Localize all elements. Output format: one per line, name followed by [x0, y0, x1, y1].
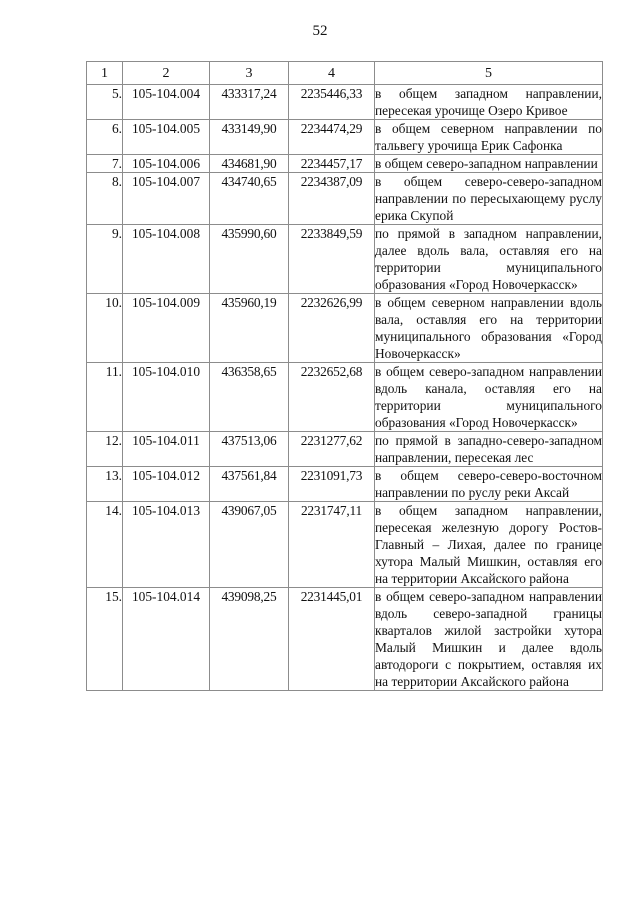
y-coordinate: 2232626,99	[289, 294, 375, 363]
row-number: 10.	[87, 294, 123, 363]
column-header-y: 4	[289, 62, 375, 85]
point-code: 105-104.010	[123, 363, 210, 432]
y-coordinate: 2233849,59	[289, 225, 375, 294]
boundary-description: в общем западном направлении, пересекая железную дорогу Ростов-Главный – Лихая, далее по границе хутора Малый Мишкин, оставляя его на территории Аксайского района	[375, 503, 602, 586]
boundary-description: в общем северо-западном направлении	[375, 155, 603, 173]
table-row	[87, 502, 603, 588]
y-coordinate: 2231277,62	[289, 432, 375, 467]
point-code: 105-104.013	[123, 502, 210, 588]
row-number: 8.	[87, 173, 123, 225]
column-header-number: 1	[87, 62, 123, 85]
table-row	[87, 155, 603, 173]
table-row	[87, 294, 603, 363]
boundary-description: в общем северо-северо-восточном направлении по руслу реки Аксай	[375, 468, 602, 500]
x-coordinate: 435960,19	[210, 294, 289, 363]
x-coordinate: 439067,05	[210, 502, 289, 588]
boundary-description: в общем северном направлении вдоль вала, оставляя его на территории муниципального образования «Город Новочеркасск»	[375, 295, 602, 361]
point-code: 105-104.014	[123, 588, 210, 691]
row-number: 12.	[87, 432, 123, 467]
x-coordinate: 435990,60	[210, 225, 289, 294]
row-number: 7.	[87, 155, 123, 173]
y-coordinate: 2234474,29	[289, 120, 375, 155]
row-number: 11.	[87, 363, 123, 432]
x-coordinate: 437513,06	[210, 432, 289, 467]
row-number: 15.	[87, 588, 123, 691]
y-coordinate: 2234387,09	[289, 173, 375, 225]
y-coordinate: 2234457,17	[289, 155, 375, 173]
boundary-description: в общем северном направлении по тальвегу урочища Ерик Сафонка	[375, 121, 602, 153]
column-header-x: 3	[210, 62, 289, 85]
boundary-description: в общем северо-северо-западном направлении по пересыхающему руслу ерика Скупой	[375, 174, 602, 223]
page-number: 52	[312, 23, 328, 39]
row-number: 5.	[87, 85, 123, 120]
table-row	[87, 363, 603, 432]
row-number: 13.	[87, 467, 123, 502]
column-header-code: 2	[123, 62, 210, 85]
x-coordinate: 437561,84	[210, 467, 289, 502]
y-coordinate: 2231747,11	[289, 502, 375, 588]
point-code: 105-104.005	[123, 120, 210, 155]
y-coordinate: 2231445,01	[289, 588, 375, 691]
point-code: 105-104.012	[123, 467, 210, 502]
x-coordinate: 433149,90	[210, 120, 289, 155]
y-coordinate: 2231091,73	[289, 467, 375, 502]
x-coordinate: 434681,90	[210, 155, 289, 173]
boundary-description: по прямой в западно-северо-западном направлении, пересекая лес	[375, 433, 602, 465]
table-header-row	[87, 62, 603, 85]
boundary-description: в общем западном направлении, пересекая урочище Озеро Кривое	[375, 86, 602, 118]
row-number: 9.	[87, 225, 123, 294]
table-row	[87, 467, 603, 502]
point-code: 105-104.007	[123, 173, 210, 225]
x-coordinate: 434740,65	[210, 173, 289, 225]
table-row	[87, 588, 603, 691]
table-row	[87, 173, 603, 225]
table-row	[87, 225, 603, 294]
boundary-description: в общем северо-западном направлении вдоль канала, оставляя его на территории муниципального образования «Город Новочеркасск»	[375, 364, 602, 430]
y-coordinate: 2235446,33	[289, 85, 375, 120]
point-code: 105-104.004	[123, 85, 210, 120]
boundary-description: по прямой в западном направлении, далее вдоль вала, оставляя его на территории муниципального образования «Город Новочеркасск»	[375, 226, 602, 292]
point-code: 105-104.011	[123, 432, 210, 467]
boundary-points-table	[86, 61, 603, 691]
point-code: 105-104.008	[123, 225, 210, 294]
point-code: 105-104.009	[123, 294, 210, 363]
table-row	[87, 120, 603, 155]
x-coordinate: 439098,25	[210, 588, 289, 691]
boundary-description: в общем северо-западном направлении вдоль северо-западной границы кварталов жилой застройки хутора Малый Мишкин и далее вдоль автодороги с покрытием, оставляя их на территории Аксайского района	[375, 589, 602, 689]
row-number: 6.	[87, 120, 123, 155]
x-coordinate: 433317,24	[210, 85, 289, 120]
row-number: 14.	[87, 502, 123, 588]
y-coordinate: 2232652,68	[289, 363, 375, 432]
point-code: 105-104.006	[123, 155, 210, 173]
column-header-description: 5	[375, 62, 603, 85]
table-row	[87, 432, 603, 467]
table-row	[87, 85, 603, 120]
x-coordinate: 436358,65	[210, 363, 289, 432]
